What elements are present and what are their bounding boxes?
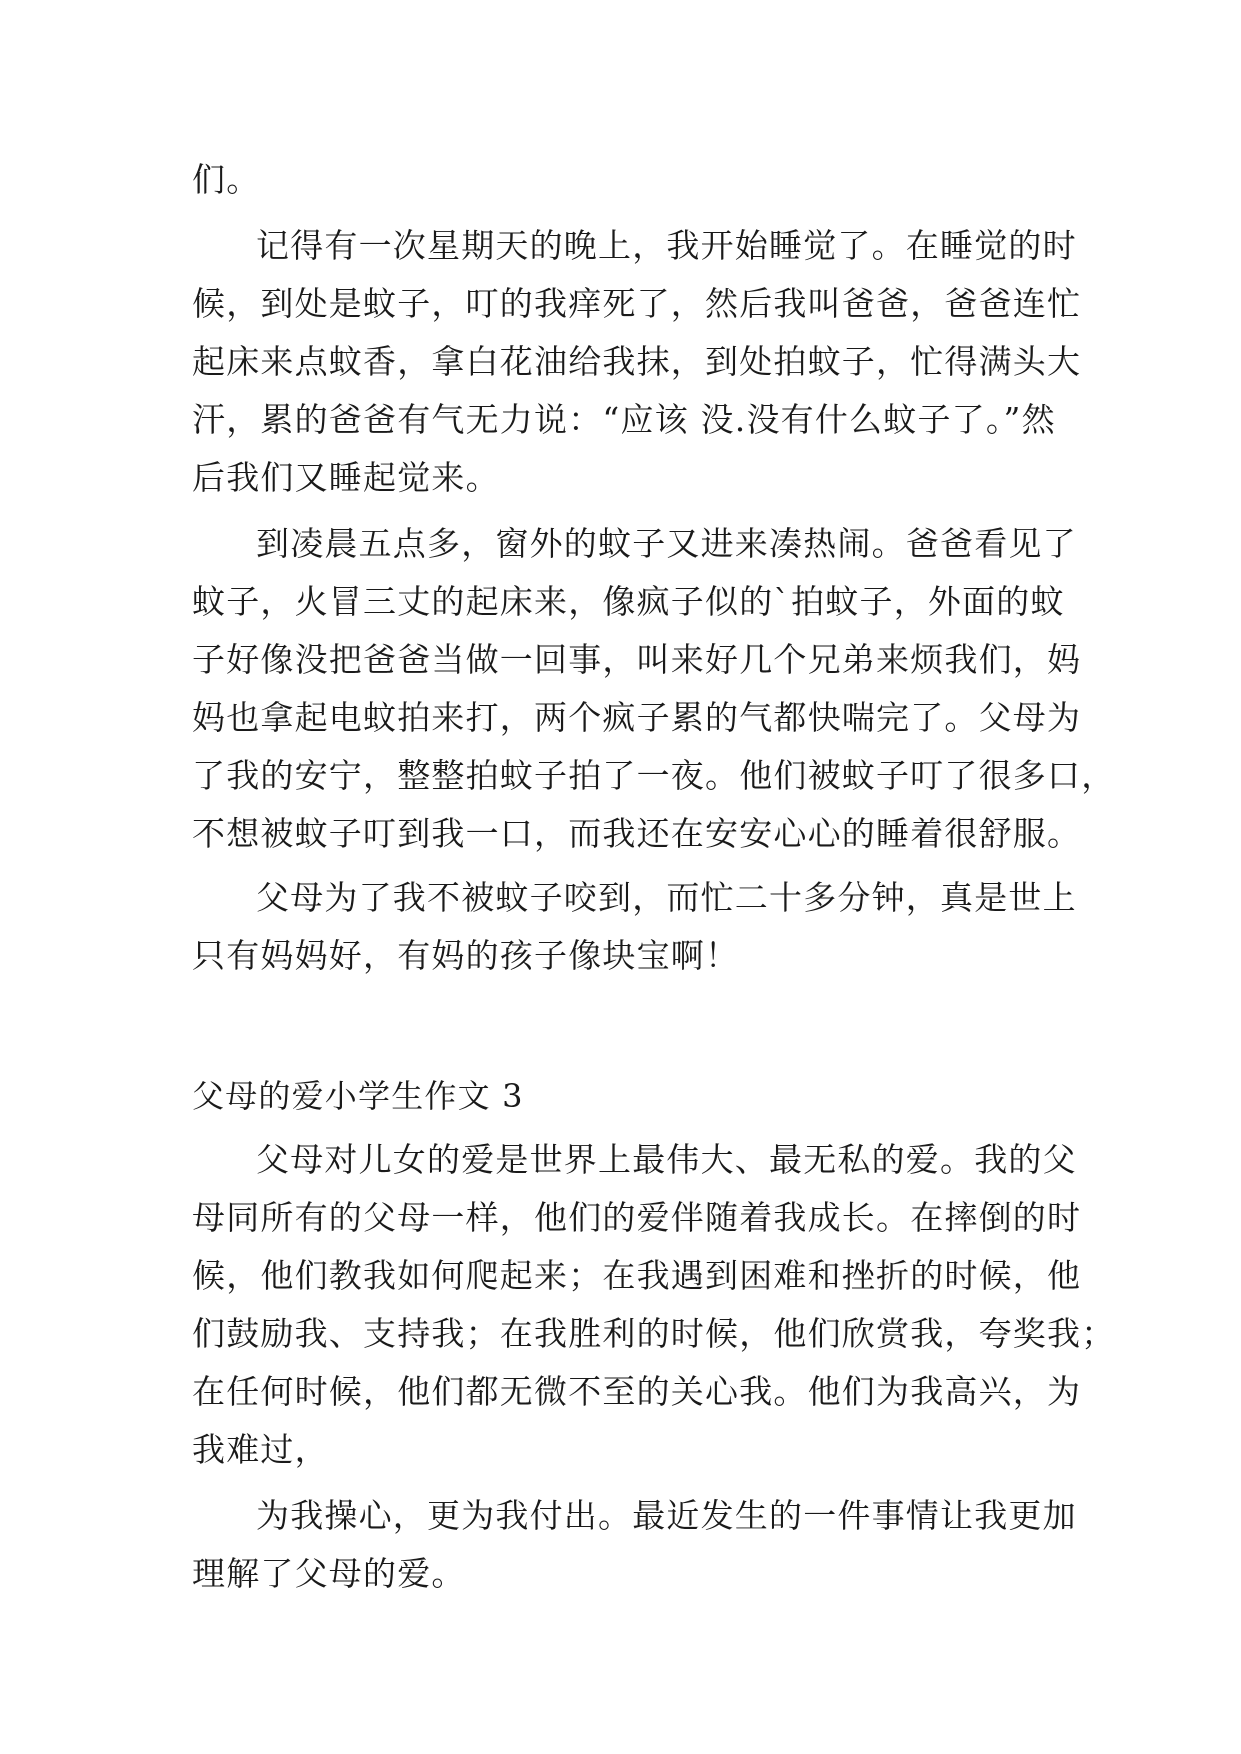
paragraph-first-line: 父母为了我不被蚊子咬到，而忙二十多分钟，真是世上	[256, 878, 1077, 917]
text-line: 候，到处是蚊子，叮的我痒死了，然后我叫爸爸，爸爸连忙	[192, 284, 1082, 323]
text-line: 在任何时候，他们都无微不至的关心我。他们为我高兴，为	[192, 1372, 1082, 1411]
section-heading: 父母的爱小学生作文 3	[192, 1077, 524, 1115]
text-line: 们鼓励我、支持我；在我胜利的时候，他们欣赏我，夸奖我；	[192, 1314, 1116, 1353]
text-line: 了我的安宁，整整拍蚊子拍了一夜。他们被蚊子叮了很多口，	[192, 756, 1116, 795]
text-line: 理解了父母的爱。	[192, 1554, 466, 1593]
text-line: 后我们又睡起觉来。	[192, 458, 500, 497]
text-line: 我难过，	[192, 1430, 329, 1469]
text-line: 妈也拿起电蚊拍来打，两个疯子累的气都快喘完了。父母为	[192, 698, 1082, 737]
paragraph-first-line: 父母对儿女的爱是世界上最伟大、最无私的爱。我的父	[256, 1140, 1077, 1179]
text-line: 汗，累的爸爸有气无力说：“应该 没.没有什么蚊子了。”然	[192, 400, 1056, 439]
text-line: 蚊子，火冒三丈的起床来，像疯子似的`拍蚊子，外面的蚊	[192, 582, 1065, 621]
text-line: 起床来点蚊香，拿白花油给我抹，到处拍蚊子，忙得满头大	[192, 342, 1082, 381]
text-line: 只有妈妈好，有妈的孩子像块宝啊！	[192, 936, 740, 975]
paragraph-first-line: 记得有一次星期天的晚上，我开始睡觉了。在睡觉的时	[256, 226, 1077, 265]
text-line: 子好像没把爸爸当做一回事，叫来好几个兄弟来烦我们，妈	[192, 640, 1082, 679]
text-line: 们。	[192, 160, 261, 199]
paragraph-first-line: 到凌晨五点多，窗外的蚊子又进来凑热闹。爸爸看见了	[256, 524, 1077, 563]
text-line: 母同所有的父母一样，他们的爱伴随着我成长。在摔倒的时	[192, 1198, 1082, 1237]
text-line: 不想被蚊子叮到我一口，而我还在安安心心的睡着很舒服。	[192, 814, 1082, 853]
text-line: 候，他们教我如何爬起来；在我遇到困难和挫折的时候，他	[192, 1256, 1082, 1295]
paragraph-first-line: 为我操心，更为我付出。最近发生的一件事情让我更加	[256, 1496, 1077, 1535]
